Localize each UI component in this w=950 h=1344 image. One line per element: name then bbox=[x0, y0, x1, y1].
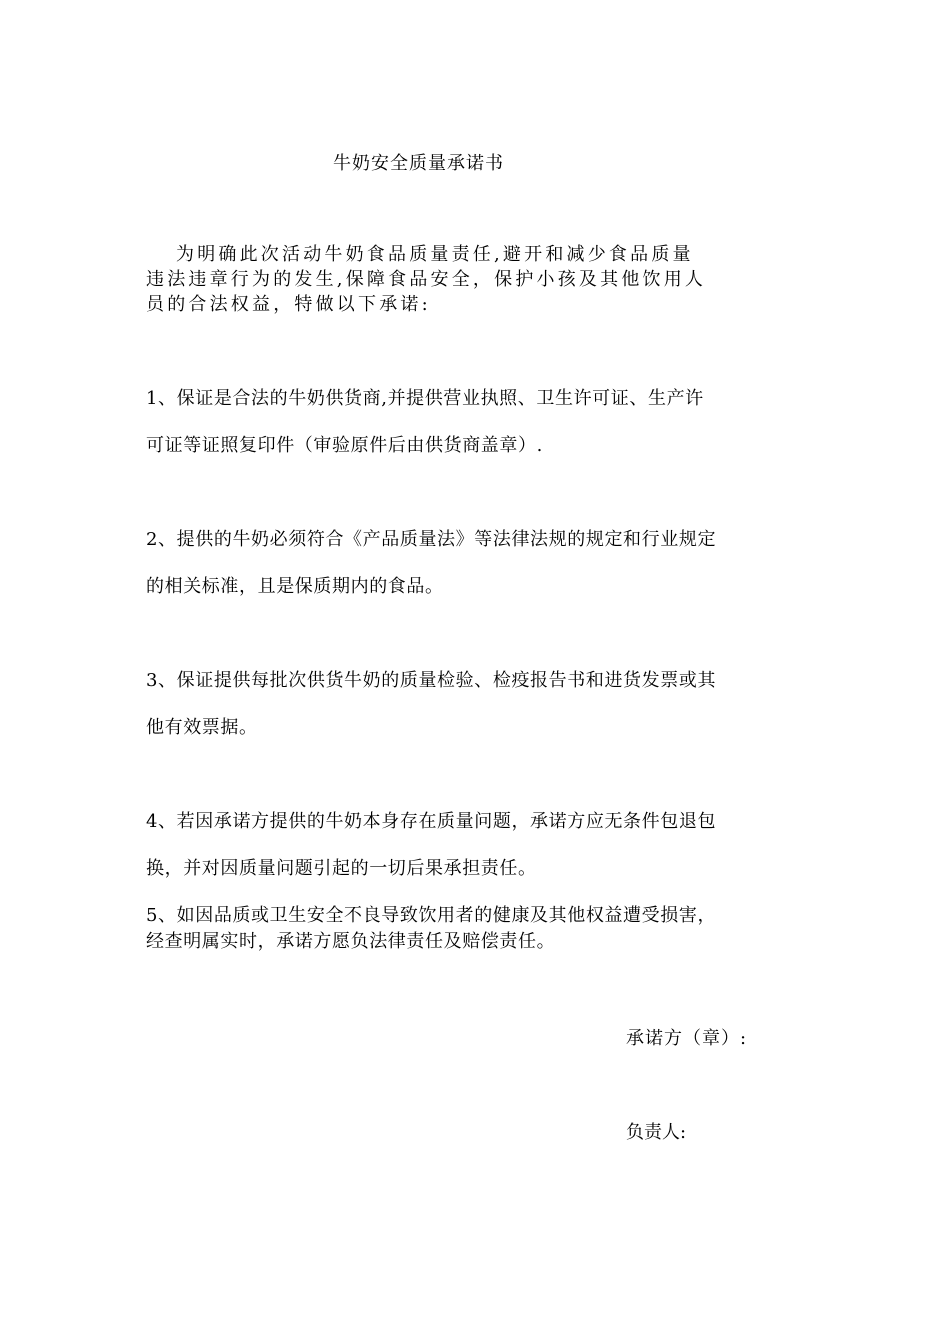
item-4-line-1: 4、若因承诺方提供的牛奶本身存在质量问题，承诺方应无条件包退包 bbox=[146, 811, 717, 832]
item-1-line-1: 1、保证是合法的牛奶供货商,并提供营业执照、卫生许可证、生产许 bbox=[146, 388, 704, 409]
item-5-line-1: 5、如因品质或卫生安全不良导致饮用者的健康及其他权益遭受损害， bbox=[146, 905, 717, 926]
item-1-line-2: 可证等证照复印件（审验原件后由供货商盖章）. bbox=[146, 435, 543, 456]
intro-line-1: 为明确此次活动牛奶食品质量责任,避开和减少食品质量 bbox=[176, 244, 694, 265]
signature-person-label: 负责人: bbox=[626, 1122, 687, 1143]
item-4-line-2: 换，并对因质量问题引起的一切后果承担责任。 bbox=[146, 858, 537, 879]
item-3-line-2: 他有效票据。 bbox=[146, 717, 258, 738]
item-2-line-2: 的相关标准，且是保质期内的食品。 bbox=[146, 576, 444, 597]
intro-line-2: 违法违章行为的发生,保障食品安全，保护小孩及其他饮用人 bbox=[146, 269, 707, 290]
signature-party-label: 承诺方（章）: bbox=[626, 1028, 748, 1049]
document-title: 牛奶安全质量承诺书 bbox=[333, 153, 504, 174]
intro-line-3: 员的合法权益，特做以下承诺: bbox=[146, 294, 431, 315]
item-5-line-2: 经查明属实时，承诺方愿负法律责任及赔偿责任。 bbox=[146, 931, 556, 952]
item-3-line-1: 3、保证提供每批次供货牛奶的质量检验、检疫报告书和进货发票或其 bbox=[146, 670, 717, 691]
item-2-line-1: 2、提供的牛奶必须符合《产品质量法》等法律法规的规定和行业规定 bbox=[146, 529, 717, 550]
